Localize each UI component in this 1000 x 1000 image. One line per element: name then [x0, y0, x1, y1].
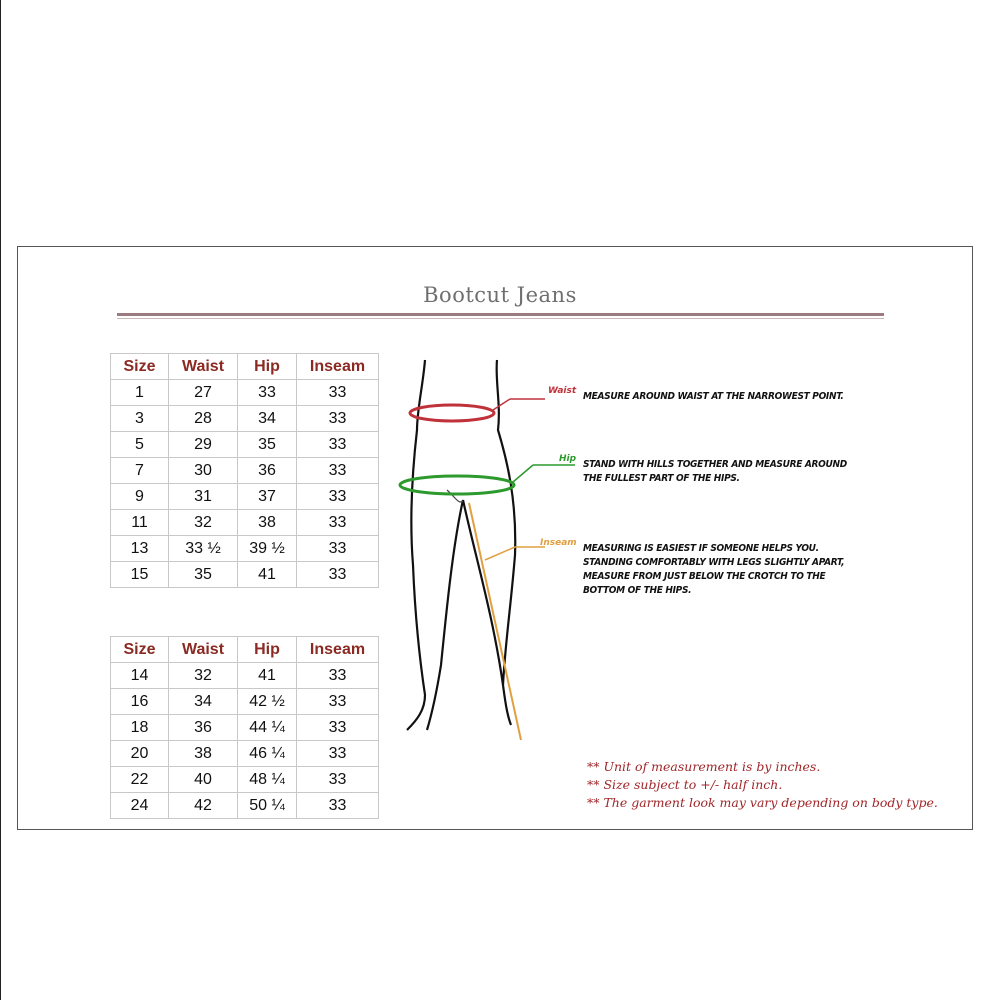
title-rule-thin	[117, 318, 884, 319]
waist-loop	[410, 405, 494, 421]
cell-waist: 32	[169, 510, 238, 536]
header-inseam: Inseam	[297, 637, 379, 663]
cell-inseam: 33	[297, 689, 379, 715]
header-size: Size	[111, 354, 169, 380]
cell-hip: 42 ½	[238, 689, 297, 715]
cell-hip: 44 ¼	[238, 715, 297, 741]
cell-inseam: 33	[297, 715, 379, 741]
cell-size: 14	[111, 663, 169, 689]
table-row	[111, 458, 379, 484]
table-header-row	[111, 354, 379, 380]
cell-size: 20	[111, 741, 169, 767]
waist-pointer	[493, 399, 510, 410]
cell-inseam: 33	[297, 767, 379, 793]
instruction-line: STANDING COMFORTABLY WITH LEGS SLIGHTLY APART,	[583, 557, 845, 568]
instruction-line: MEASURING IS EASIEST IF SOMEONE HELPS YOU.	[583, 543, 819, 554]
cell-size: 16	[111, 689, 169, 715]
cell-waist: 31	[169, 484, 238, 510]
cell-inseam: 33	[297, 562, 379, 588]
cell-waist: 32	[169, 663, 238, 689]
hip-pointer	[513, 465, 533, 482]
cell-waist: 38	[169, 741, 238, 767]
hip-tag: Hip	[559, 454, 577, 464]
cell-size: 18	[111, 715, 169, 741]
instruction-line: BOTTOM OF THE HIPS.	[583, 585, 692, 596]
cell-waist: 36	[169, 715, 238, 741]
instruction-line: MEASURE AROUND WAIST AT THE NARROWEST POINT.	[583, 391, 844, 402]
inseam-instructions	[583, 542, 844, 598]
cell-size: 9	[111, 484, 169, 510]
cell-hip: 34	[238, 406, 297, 432]
instruction-line: STAND WITH HILLS TOGETHER AND MEASURE AROUND	[583, 459, 847, 470]
cell-hip: 39 ½	[238, 536, 297, 562]
header-hip: Hip	[238, 637, 297, 663]
footnotes	[587, 758, 938, 812]
header-size: Size	[111, 637, 169, 663]
table-row	[111, 510, 379, 536]
title-rule	[117, 313, 884, 316]
cell-inseam: 33	[297, 793, 379, 819]
cell-inseam: 33	[297, 406, 379, 432]
footnote: ** Unit of measurement is by inches.	[587, 759, 821, 774]
waist-instructions	[583, 390, 843, 404]
cell-hip: 35	[238, 432, 297, 458]
table-row	[111, 406, 379, 432]
inseam-tag: Inseam	[540, 538, 577, 548]
table-row	[111, 715, 379, 741]
cell-inseam: 33	[297, 458, 379, 484]
cell-waist: 29	[169, 432, 238, 458]
cell-size: 13	[111, 536, 169, 562]
chart-title: Bootcut Jeans	[423, 283, 577, 307]
waist-tag: Waist	[548, 386, 577, 396]
cell-waist: 27	[169, 380, 238, 406]
cell-waist: 30	[169, 458, 238, 484]
table-row	[111, 432, 379, 458]
cell-inseam: 33	[297, 484, 379, 510]
cell-hip: 37	[238, 484, 297, 510]
crotch-line	[447, 490, 463, 502]
leg-outline-right	[497, 360, 516, 685]
header-waist: Waist	[169, 354, 238, 380]
size-table-1	[110, 353, 379, 588]
cell-inseam: 33	[297, 432, 379, 458]
cell-waist: 40	[169, 767, 238, 793]
cell-size: 22	[111, 767, 169, 793]
cell-hip: 46 ¼	[238, 741, 297, 767]
hip-loop	[400, 476, 514, 494]
cell-size: 15	[111, 562, 169, 588]
table-row	[111, 536, 379, 562]
legs-diagram	[395, 355, 595, 745]
cell-size: 1	[111, 380, 169, 406]
inseam-pointer	[485, 547, 515, 560]
footnote: ** Size subject to +/- half inch.	[587, 777, 783, 792]
cell-size: 7	[111, 458, 169, 484]
cell-hip: 38	[238, 510, 297, 536]
cell-inseam: 33	[297, 510, 379, 536]
instruction-line: THE FULLEST PART OF THE HIPS.	[583, 473, 740, 484]
cell-hip: 41	[238, 663, 297, 689]
header-hip: Hip	[238, 354, 297, 380]
leg-inner-left	[427, 500, 463, 730]
table-row	[111, 484, 379, 510]
cell-inseam: 33	[297, 536, 379, 562]
cell-waist: 33 ½	[169, 536, 238, 562]
table-row	[111, 689, 379, 715]
left-edge-line	[0, 0, 1, 1000]
cell-hip: 48 ¼	[238, 767, 297, 793]
cell-inseam: 33	[297, 663, 379, 689]
instruction-line: MEASURE FROM JUST BELOW THE CROTCH TO THE	[583, 571, 826, 582]
header-waist: Waist	[169, 637, 238, 663]
hip-instructions	[583, 458, 847, 486]
cell-inseam: 33	[297, 741, 379, 767]
cell-size: 5	[111, 432, 169, 458]
table-header-row	[111, 637, 379, 663]
cell-size: 3	[111, 406, 169, 432]
header-inseam: Inseam	[297, 354, 379, 380]
table-row	[111, 663, 379, 689]
inseam-line	[469, 503, 521, 740]
table-row	[111, 741, 379, 767]
cell-size: 24	[111, 793, 169, 819]
cell-size: 11	[111, 510, 169, 536]
cell-hip: 41	[238, 562, 297, 588]
cell-waist: 35	[169, 562, 238, 588]
leg-inner-right	[463, 500, 511, 725]
table-row	[111, 380, 379, 406]
cell-waist: 28	[169, 406, 238, 432]
cell-hip: 36	[238, 458, 297, 484]
cell-waist: 42	[169, 793, 238, 819]
footnote: ** The garment look may vary depending on body type.	[587, 795, 938, 810]
table-row	[111, 562, 379, 588]
table-row	[111, 767, 379, 793]
cell-inseam: 33	[297, 380, 379, 406]
cell-waist: 34	[169, 689, 238, 715]
cell-hip: 33	[238, 380, 297, 406]
table-row	[111, 793, 379, 819]
cell-hip: 50 ¼	[238, 793, 297, 819]
size-table-2	[110, 636, 379, 819]
